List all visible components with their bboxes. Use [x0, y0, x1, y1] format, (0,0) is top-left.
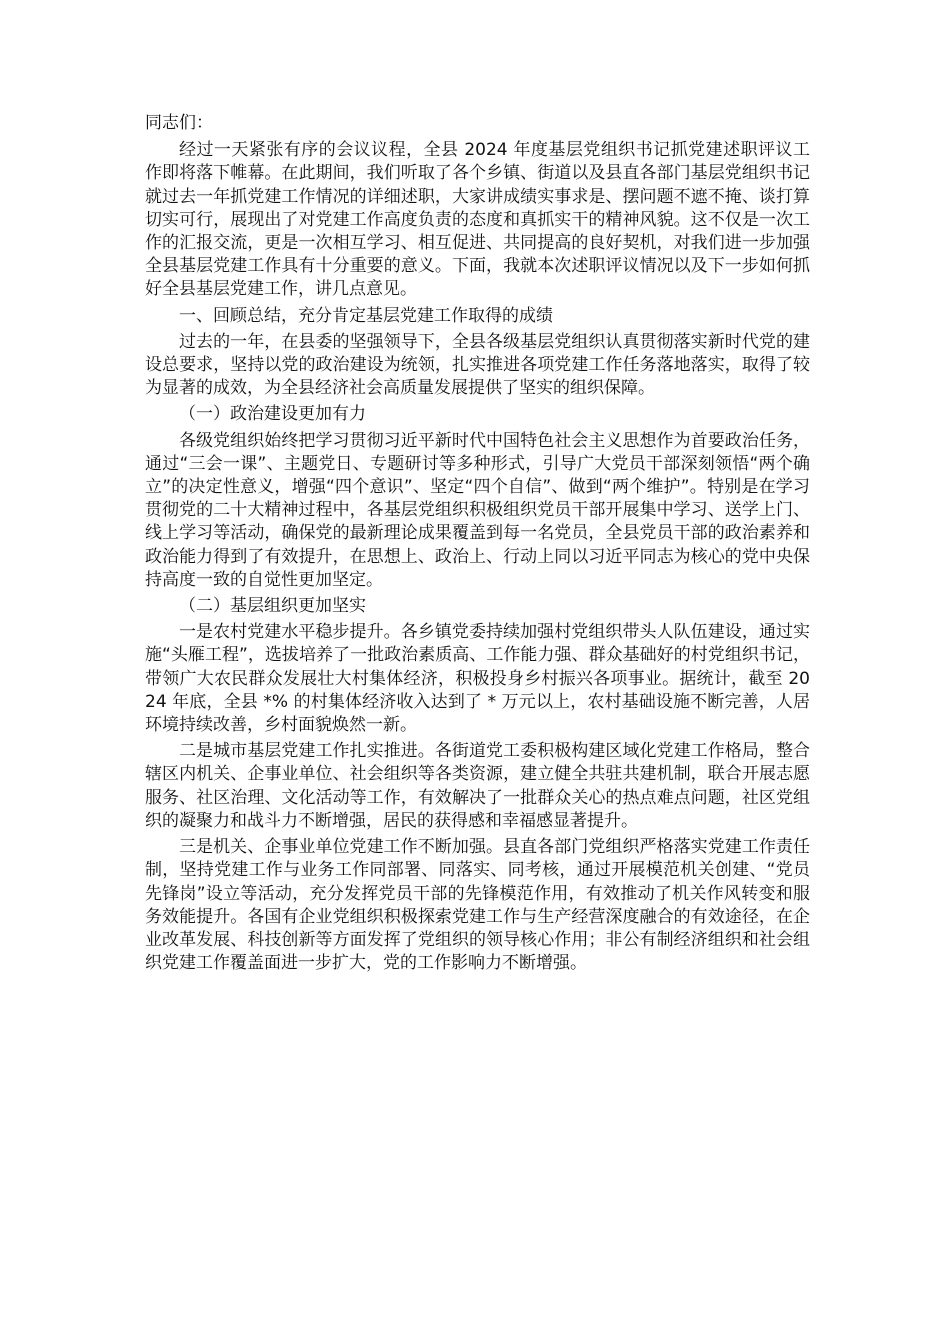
salutation: 同志们： [145, 113, 213, 133]
rural-party-building-paragraph: 一是农村党建水平稳步提升。各乡镇党委持续加强村党组织带头人队伍建设，通过实施“头雁工程”，选拔培养了一批政治素质高、工作能力强、群众基础好的村党组织书记，带领广大农民群众发展壮大村集体经济，积极投身乡村振兴各项事业。据统计，截至 2024 年底，全县 *% 的村集体经济收入达到了 * 万元以上，农村基础设施不断完善，人居环境持续改善，乡村面貌焕然一新。 [145, 622, 810, 736]
institution-party-building-paragraph: 三是机关、企事业单位党建工作不断加强。县直各部门党组织严格落实党建工作责任制，坚持党建工作与业务工作同部署、同落实、同考核，通过开展模范机关创建、“党员先锋岗”设立等活动，充分发挥党员干部的先锋模范作用，有效推动了机关作风转变和服务效能提升。各国有企业党组织积极探索党建工作与生产经营深度融合的有效途径，在企业改革发展、科技创新等方面发挥了党组织的领导核心作用；非公有制经济组织和社会组织党建工作覆盖面进一步扩大，党的工作影响力不断增强。 [145, 837, 810, 974]
section-heading-1: 一、回顾总结，充分肯定基层党建工作取得的成绩 [179, 305, 553, 326]
urban-party-building-paragraph: 二是城市基层党建工作扎实推进。各街道党工委积极构建区域化党建工作格局，整合辖区内机关、企事业单位、社会组织等各类资源，建立健全共驻共建机制，联合开展志愿服务、社区治理、文化活动等工作，有效解决了一批群众关心的热点难点问题，社区党组织的凝聚力和战斗力不断增强，居民的获得感和幸福感显著提升。 [145, 741, 810, 831]
subheading-political-building: （一）政治建设更加有力 [179, 404, 366, 425]
subheading-grassroots-organization: （二）基层组织更加坚实 [179, 596, 366, 617]
political-building-paragraph: 各级党组织始终把学习贯彻习近平新时代中国特色社会主义思想作为首要政治任务，通过“三会一课”、主题党日、专题研讨等多种形式，引导广大党员干部深刻领悟“两个确立”的决定性意义，增强“四个意识”、坚定“四个自信”、做到“两个维护”。特别是在学习贯彻党的二十大精神过程中，各基层党组织积极组织党员干部开展集中学习、送学上门、线上学习等活动，确保党的最新理论成果覆盖到每一名党员，全县党员干部的政治素养和政治能力得到了有效提升，在思想上、政治上、行动上同以习近平同志为核心的党中央保持高度一致的自觉性更加坚定。 [145, 430, 810, 590]
section-1-paragraph: 过去的一年，在县委的坚强领导下，全县各级基层党组织认真贯彻落实新时代党的建设总要求，坚持以党的政治建设为统领，扎实推进各项党建工作任务落地落实，取得了较为显著的成效，为全县经济社会高质量发展提供了坚实的组织保障。 [145, 331, 810, 399]
document-body [145, 112, 810, 975]
intro-paragraph: 经过一天紧张有序的会议议程，全县 2024 年度基层党组织书记抓党建述职评议工作即将落下帷幕。在此期间，我们听取了各个乡镇、街道以及县直各部门基层党组织书记就过去一年抓党建工作情况的详细述职，大家讲成绩实事求是、摆问题不遮不掩、谈打算切实可行，展现出了对党建工作高度负责的态度和真抓实干的精神风貌。这不仅是一次工作的汇报交流，更是一次相互学习、相互促进、共同提高的良好契机，对我们进一步加强全县基层党建工作具有十分重要的意义。下面，我就本次述职评议情况以及下一步如何抓好全县基层党建工作，讲几点意见。 [145, 140, 810, 300]
